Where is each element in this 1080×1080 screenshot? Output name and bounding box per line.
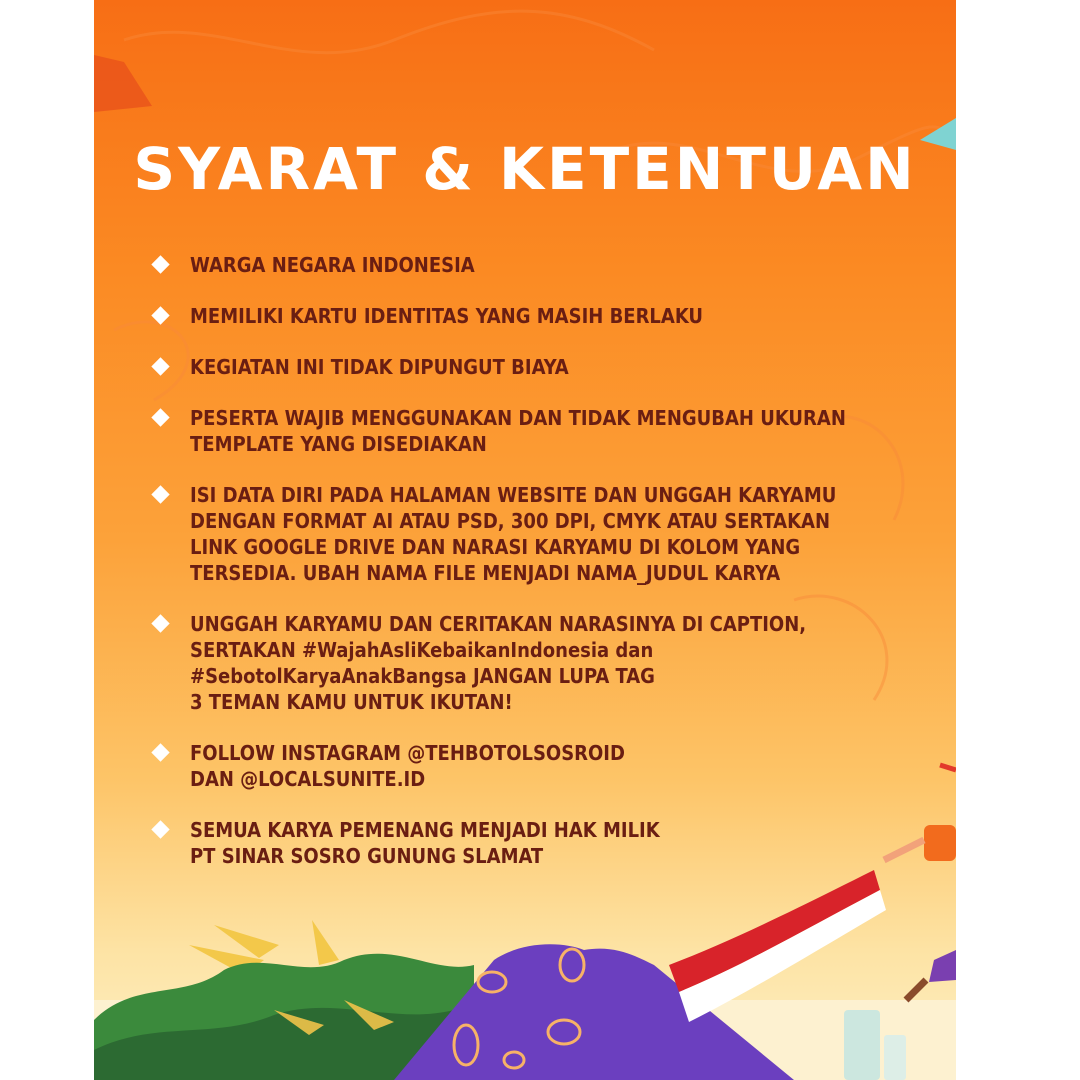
rule-text-line: SEMUA KARYA PEMENANG MENJADI HAK MILIK — [190, 818, 660, 842]
diamond-bullet-icon — [151, 743, 169, 761]
rule-text-line: PT SINAR SOSRO GUNUNG SLAMAT — [190, 844, 544, 868]
rule-item — [150, 252, 910, 278]
rule-item — [150, 405, 910, 457]
rule-item — [150, 354, 910, 380]
rule-text-line: ISI DATA DIRI PADA HALAMAN WEBSITE DAN UNGGAH KARYAMU — [190, 483, 837, 507]
rule-item — [150, 303, 910, 329]
diamond-bullet-icon — [151, 408, 169, 426]
rule-text-line: WARGA NEGARA INDONESIA — [190, 253, 475, 277]
rule-text-line: FOLLOW INSTAGRAM @TEHBOTOLSOSROID — [190, 741, 625, 765]
rule-text-line: KEGIATAN INI TIDAK DIPUNGUT BIAYA — [190, 355, 569, 379]
rule-text-line: DAN @LOCALSUNITE.ID — [190, 767, 426, 791]
diamond-bullet-icon — [151, 357, 169, 375]
rule-text-line: TEMPLATE YANG DISEDIAKAN — [190, 432, 487, 456]
rule-item — [150, 482, 910, 586]
rule-text-line: MEMILIKI KARTU IDENTITAS YANG MASIH BERLAKU — [190, 304, 704, 328]
poster — [94, 0, 956, 1080]
diamond-bullet-icon — [151, 614, 169, 632]
diamond-bullet-icon — [151, 306, 169, 324]
rule-text-line: SERTAKAN #WajahAsliKebaikanIndonesia dan — [190, 638, 654, 662]
diamond-bullet-icon — [151, 485, 169, 503]
rule-text-line: UNGGAH KARYAMU DAN CERITAKAN NARASINYA DI CAPTION, — [190, 612, 807, 636]
rule-text-line: DENGAN FORMAT AI ATAU PSD, 300 DPI, CMYK ATAU SERTAKAN — [190, 509, 831, 533]
running-child-figure — [884, 765, 956, 1000]
rule-text-line: TERSEDIA. UBAH NAMA FILE MENJADI NAMA_JUDUL KARYA — [190, 561, 781, 585]
rule-text-line: LINK GOOGLE DRIVE DAN NARASI KARYAMU DI KOLOM YANG — [190, 535, 801, 559]
rule-text-line: PESERTA WAJIB MENGGUNAKAN DAN TIDAK MENGUBAH UKURAN — [190, 406, 846, 430]
rule-text-line: 3 TEMAN KAMU UNTUK IKUTAN! — [190, 690, 513, 714]
top-left-kite-shape — [94, 55, 152, 112]
rule-item — [150, 611, 910, 715]
scenery-illustration — [94, 760, 956, 1080]
page-title: SYARAT & KETENTUAN — [133, 135, 917, 203]
diamond-bullet-icon — [151, 255, 169, 273]
rule-text-line: #SebotolKaryaAnakBangsa JANGAN LUPA TAG — [190, 664, 655, 688]
